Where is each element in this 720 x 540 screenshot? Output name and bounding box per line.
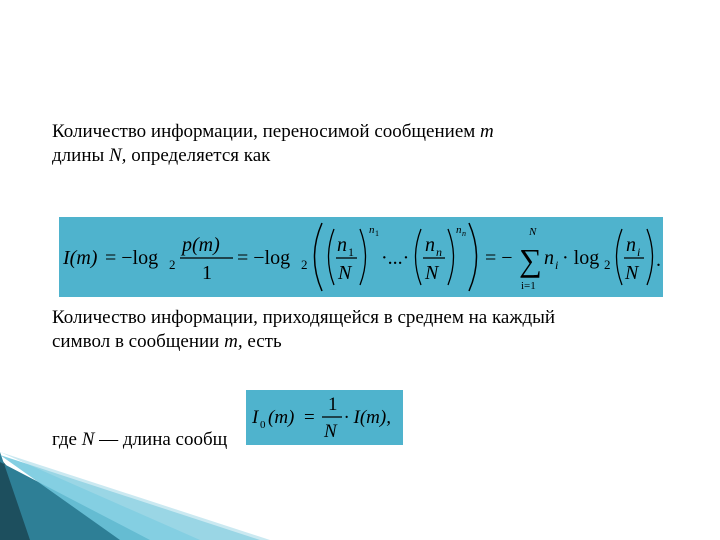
f1-base3: 2 [604, 257, 611, 272]
f2-sub0: 0 [260, 419, 266, 431]
paragraph1-line1: Количество информации, переносимой сообщением [52, 121, 481, 142]
f2-arg: (m) [268, 407, 295, 428]
f1-lparen3 [617, 229, 623, 285]
f1-lparen2 [416, 229, 422, 285]
paragraph1-line2-start: длины [52, 145, 109, 166]
f1-sum-upper: N [529, 226, 537, 238]
f1-sigma: ∑ [519, 242, 542, 278]
paragraph-where-N [52, 428, 272, 452]
formula-average-information [246, 390, 403, 445]
f1-ni: n [544, 247, 554, 269]
paragraph2-line2-start: символ в сообщении [52, 331, 225, 352]
f1-outer-rparen [469, 223, 477, 291]
var-N: N, [109, 145, 127, 166]
f1-lhs: I(m) [63, 247, 98, 269]
formula-information-quantity [59, 217, 663, 297]
f1-N2: N [425, 262, 439, 284]
paragraph-average-info [52, 306, 672, 354]
f1-period: . [656, 249, 661, 271]
paragraph-info-amount [52, 120, 652, 168]
f1-dot-log: · log [562, 247, 600, 269]
f1-sum-lower: i=1 [521, 280, 536, 292]
f1-base2: 2 [301, 257, 308, 272]
f1-rparen1 [360, 229, 366, 285]
f1-eq2: = −log [237, 247, 291, 269]
f1-final-ni: n [626, 234, 636, 256]
paragraph3-end: — длина сообщ [94, 429, 228, 450]
f1-base1: 2 [169, 257, 176, 272]
f1-frac-den: 1 [202, 262, 212, 284]
f2-eq: = [304, 407, 315, 428]
f1-rparen2 [448, 229, 454, 285]
f1-N1: N [338, 262, 352, 284]
f2-I: I [252, 407, 259, 428]
f1-exp2: n [456, 224, 462, 236]
paragraph3-start: где [52, 429, 82, 450]
f1-outer-lparen [315, 223, 323, 291]
f2-frac-num: 1 [328, 394, 338, 415]
f1-exp2-sub: n [462, 229, 466, 238]
var-m-2: m, [224, 331, 243, 352]
f1-final-N: N [625, 262, 639, 284]
f1-nn-sub: n [436, 245, 442, 259]
f2-rhs: · I(m), [344, 407, 391, 428]
f1-nn: n [425, 234, 435, 256]
f1-frac-num: p(m) [182, 234, 220, 256]
var-N-2: N [81, 429, 95, 450]
f1-final-ni-sub: i [637, 245, 641, 259]
f1-exp1: n [369, 224, 375, 236]
f1-lparen1 [329, 229, 335, 285]
f1-eq1: = −log [105, 247, 159, 269]
f1-n1: n [337, 234, 347, 256]
f1-dots: ·...· [381, 247, 410, 269]
paragraph2-line1: Количество информации, приходящейся в среднем на каждый [52, 307, 556, 328]
f2-frac-den: N [324, 421, 337, 442]
f1-ni-sub: i [555, 258, 559, 272]
f1-exp1-sub: 1 [375, 229, 379, 238]
f1-n1-sub: 1 [348, 245, 354, 259]
var-m: m [480, 121, 494, 142]
f1-rparen3 [647, 229, 653, 285]
f1-eq3: = − [485, 247, 513, 269]
paragraph2-line2-end: есть [242, 331, 282, 352]
paragraph1-line2-end: определяется как [126, 145, 271, 166]
